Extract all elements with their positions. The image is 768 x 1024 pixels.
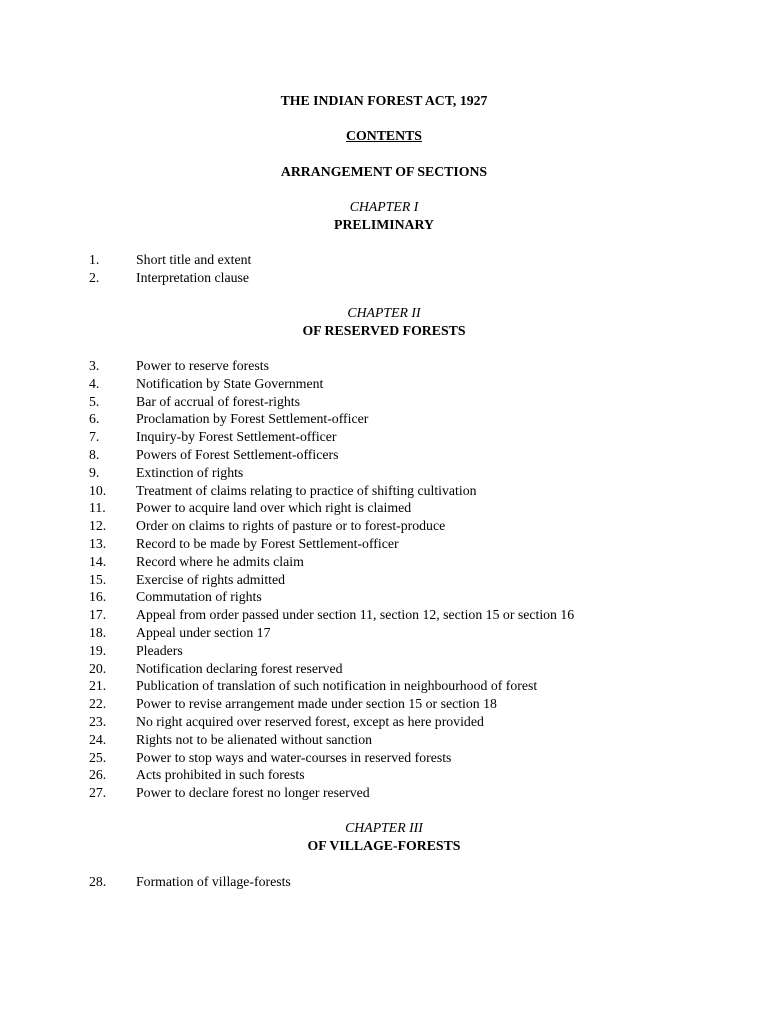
section-title: Bar of accrual of forest-rights <box>136 393 300 409</box>
section-row <box>0 428 768 446</box>
section-number: 13. <box>89 535 107 551</box>
section-number: 14. <box>89 553 107 569</box>
section-row <box>0 446 768 464</box>
section-number: 8. <box>89 446 100 462</box>
section-number: 2. <box>89 269 100 285</box>
section-number: 7. <box>89 429 100 445</box>
section-row <box>0 410 768 428</box>
section-number: 25. <box>89 749 107 765</box>
section-title: Appeal from order passed under section 11, section 12, section 15 or section 16 <box>136 607 575 623</box>
section-number: 17. <box>89 607 107 623</box>
section-number: 5. <box>89 393 100 409</box>
section-title: Exercise of rights admitted <box>136 571 286 587</box>
section-number: 10. <box>89 482 107 498</box>
section-title: No right acquired over reserved forest, except as here provided <box>136 713 484 729</box>
section-title: Short title and extent <box>136 252 252 267</box>
section-title: Acts prohibited in such forests <box>136 767 305 783</box>
section-number: 26. <box>89 767 107 783</box>
section-row <box>0 517 768 535</box>
section-row <box>0 393 768 411</box>
section-row <box>0 731 768 749</box>
section-number: 21. <box>89 678 107 694</box>
section-row <box>0 873 768 891</box>
section-row <box>0 482 768 500</box>
section-number: 24. <box>89 731 107 747</box>
section-title: Proclamation by Forest Settlement-officer <box>136 411 369 427</box>
section-row <box>0 624 768 642</box>
section-row <box>0 357 768 375</box>
arrangement-heading: ARRANGEMENT OF SECTIONS <box>280 164 488 179</box>
section-title: Record to be made by Forest Settlement-officer <box>136 535 399 551</box>
section-row <box>0 499 768 517</box>
document-title: THE INDIAN FOREST ACT, 1927 <box>280 93 488 108</box>
section-row <box>0 677 768 695</box>
section-number: 3. <box>89 358 100 373</box>
section-number: 12. <box>89 518 107 534</box>
section-title: Treatment of claims relating to practice of shifting cultivation <box>136 482 477 498</box>
section-title: Formation of village-forests <box>136 874 291 889</box>
section-number: 16. <box>89 589 107 605</box>
section-title: Rights not to be alienated without sanction <box>136 731 373 747</box>
section-number: 4. <box>89 375 100 391</box>
section-row <box>0 784 768 802</box>
section-number: 15. <box>89 571 107 587</box>
section-row <box>0 749 768 767</box>
section-title: Power to stop ways and water-courses in reserved forests <box>136 749 452 765</box>
section-number: 9. <box>89 464 100 480</box>
section-number: 22. <box>89 696 107 712</box>
section-row <box>0 535 768 553</box>
chapter-3-label: CHAPTER III <box>345 820 423 835</box>
chapter-3-section-list <box>0 873 768 891</box>
section-row <box>0 553 768 571</box>
section-title: Notification by State Government <box>136 375 324 391</box>
section-row <box>0 464 768 482</box>
section-title: Extinction of rights <box>136 464 244 480</box>
section-row <box>0 642 768 660</box>
contents-heading: CONTENTS <box>346 128 422 143</box>
chapter-1-name: PRELIMINARY <box>334 217 434 232</box>
section-number: 20. <box>89 660 107 676</box>
section-row <box>0 606 768 624</box>
section-number: 6. <box>89 411 100 427</box>
chapter-3-name: OF VILLAGE-FORESTS <box>307 838 461 853</box>
section-row <box>0 713 768 731</box>
section-title: Interpretation clause <box>136 269 250 285</box>
chapter-2-name: OF RESERVED FORESTS <box>302 323 466 338</box>
section-title: Inquiry-by Forest Settlement-officer <box>136 429 337 445</box>
section-title: Appeal under section 17 <box>136 624 271 640</box>
section-title: Power to revise arrangement made under section 15 or section 18 <box>136 696 497 712</box>
section-title: Commutation of rights <box>136 589 262 605</box>
section-title: Pleaders <box>136 642 183 658</box>
section-title: Record where he admits claim <box>136 553 304 569</box>
section-row <box>0 660 768 678</box>
section-number: 19. <box>89 642 107 658</box>
section-title: Powers of Forest Settlement-officers <box>136 446 339 462</box>
section-number: 1. <box>89 252 100 267</box>
section-row <box>0 571 768 589</box>
section-number: 23. <box>89 713 107 729</box>
section-title: Notification declaring forest reserved <box>136 660 343 676</box>
section-row <box>0 251 768 269</box>
chapter-2-label: CHAPTER II <box>347 305 421 320</box>
section-number: 27. <box>89 785 107 801</box>
section-row <box>0 766 768 784</box>
chapter-2-section-list <box>0 357 768 802</box>
section-number: 11. <box>89 500 106 516</box>
section-title: Power to reserve forests <box>136 358 269 373</box>
section-title: Publication of translation of such notification in neighbourhood of forest <box>136 678 538 694</box>
section-row <box>0 695 768 713</box>
section-title: Power to declare forest no longer reserved <box>136 785 370 801</box>
section-row <box>0 588 768 606</box>
chapter-1-section-list <box>0 251 768 287</box>
chapter-1-label: CHAPTER I <box>349 199 419 214</box>
section-row <box>0 375 768 393</box>
section-number: 28. <box>89 874 107 889</box>
section-title: Power to acquire land over which right is claimed <box>136 500 412 516</box>
section-row <box>0 269 768 287</box>
section-number: 18. <box>89 624 107 640</box>
section-title: Order on claims to rights of pasture or to forest-produce <box>136 518 446 534</box>
